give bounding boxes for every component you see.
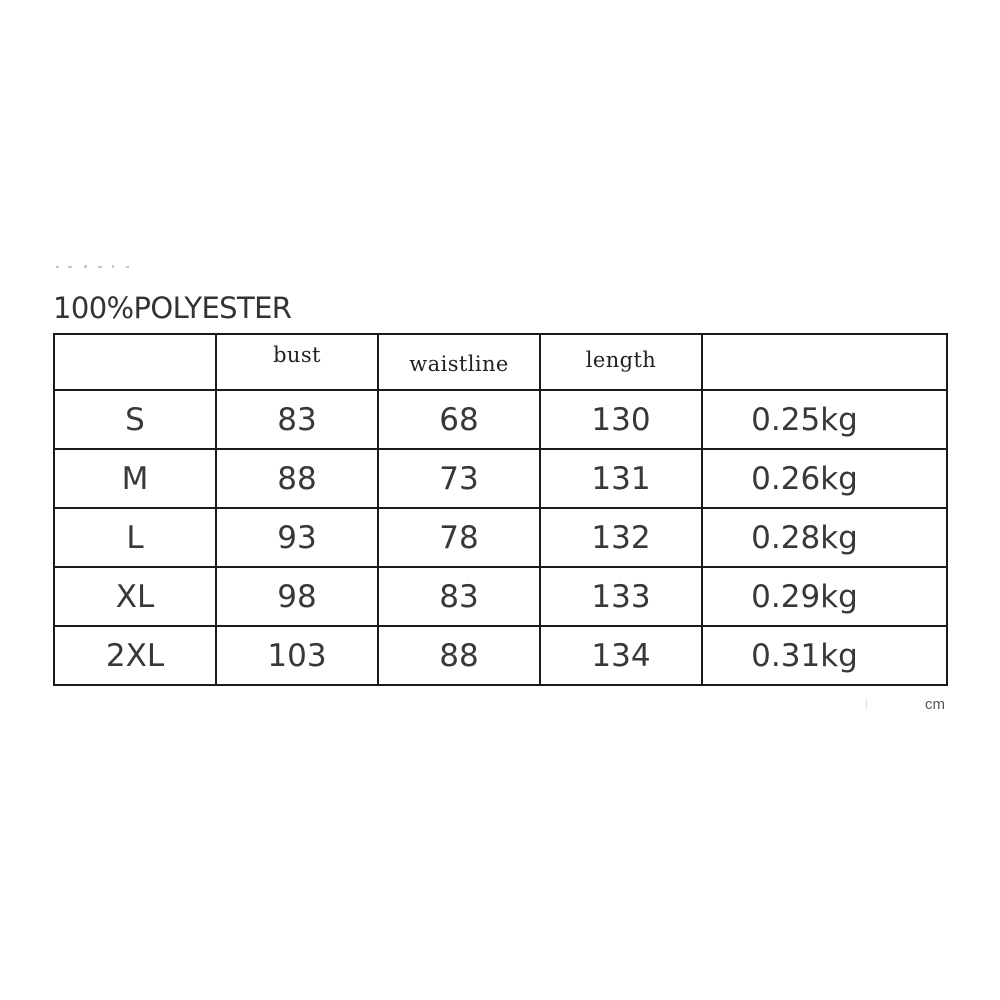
faint-marks — [54, 262, 144, 272]
table-row — [54, 449, 947, 508]
header-cell-size — [54, 334, 216, 390]
header-cell-length: length — [540, 334, 702, 390]
waistline-cell: 73 — [378, 449, 540, 508]
header-cell-bust: bust — [216, 334, 378, 390]
weight-cell: 0.25kg — [702, 390, 947, 449]
bust-cell: 103 — [216, 626, 378, 685]
page-title: 100%POLYESTER — [53, 291, 292, 325]
weight-cell: 0.28kg — [702, 508, 947, 567]
bust-cell: 88 — [216, 449, 378, 508]
size-cell: S — [54, 390, 216, 449]
table-header-row — [54, 334, 947, 390]
weight-cell: 0.29kg — [702, 567, 947, 626]
table-row — [54, 567, 947, 626]
bust-cell: 93 — [216, 508, 378, 567]
bust-cell: 98 — [216, 567, 378, 626]
size-cell: 2XL — [54, 626, 216, 685]
size-chart-table — [53, 333, 948, 686]
weight-cell: 0.31kg — [702, 626, 947, 685]
length-cell: 132 — [540, 508, 702, 567]
divider-tick — [866, 699, 867, 709]
length-cell: 130 — [540, 390, 702, 449]
header-cell-weight — [702, 334, 947, 390]
length-cell: 131 — [540, 449, 702, 508]
size-cell: L — [54, 508, 216, 567]
bust-cell: 83 — [216, 390, 378, 449]
waistline-cell: 83 — [378, 567, 540, 626]
size-cell: XL — [54, 567, 216, 626]
table-row — [54, 626, 947, 685]
size-cell: M — [54, 449, 216, 508]
waistline-cell: 78 — [378, 508, 540, 567]
length-cell: 134 — [540, 626, 702, 685]
waistline-cell: 88 — [378, 626, 540, 685]
table-row — [54, 390, 947, 449]
weight-cell: 0.26kg — [702, 449, 947, 508]
unit-label: cm — [925, 696, 945, 713]
header-cell-waistline: waistline — [378, 334, 540, 390]
waistline-cell: 68 — [378, 390, 540, 449]
length-cell: 133 — [540, 567, 702, 626]
table-row — [54, 508, 947, 567]
